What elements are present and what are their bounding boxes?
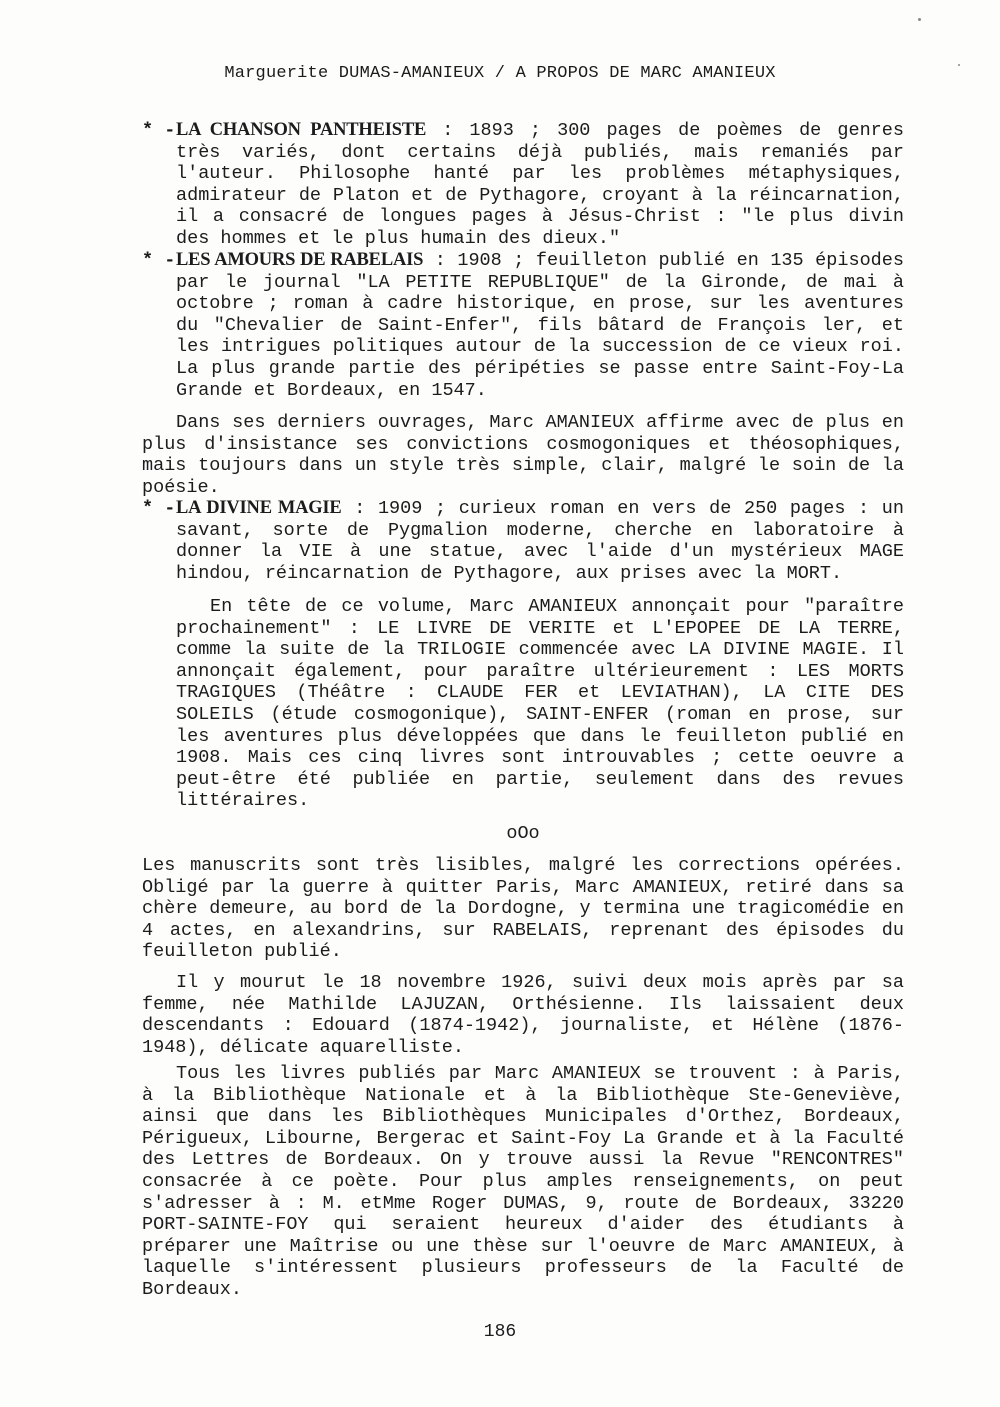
entry-title: LES AMOURS DE RABELAIS (176, 250, 424, 270)
entry-la-divine-magie (142, 498, 904, 584)
paragraph-derniers-ouvrages: Dans ses derniers ouvrages, Marc AMANIEUX affirme avec de plus en plus d'insistance ses convictions cosmogoniques et théosophiques, mais toujours dans un style très simple, clair, malgré le soin de la poésie. (142, 412, 904, 498)
entry-text: : 1893 ; 300 pages de poèmes de genres très variés, dont certains déjà publiés, mais remaniés par l'auteur. Philosophe hanté par les problèmes métaphysiques, admirateur de Platon et de Pythagore, croyant à la réincarnation, il a consacré de longues pages à Jésus-Christ : "le plus divin des hommes et le plus humain des dieux." (176, 120, 904, 249)
paragraph-block (142, 596, 904, 812)
paragraph-en-tete: En tête de ce volume, Marc AMANIEUX annonçait pour "paraître prochainement" : LE LIVRE DE VERITE et L'EPOPEE DE LA TERRE, comme la suite de la TRILOGIE commencée avec LA DIVINE MAGIE. Il annonçait également, pour paraître ultérieurement : LES MORTS TRAGIQUES (Théâtre : CLAUDE FER et LEVIATHAN), LA CITE DES SOLEILS (étude cosmogonique), SAINT-ENFER (roman en prose, sur les aventures plus développées que dans le feuilleton publié en 1908. Mais ces cinq livres sont introuvables ; cette oeuvre a peut-être été publiée en partie, seulement dans des revues littéraires. (176, 596, 904, 812)
page-number: 186 (483, 1322, 517, 1342)
running-header: Marguerite DUMAS-AMANIEUX / A PROPOS DE MARC AMANIEUX (224, 64, 776, 83)
entry-block (142, 498, 904, 584)
paragraph-mourut: Il y mourut le 18 novembre 1926, suivi deux mois après par sa femme, née Mathilde LAJUZAN, Orthésienne. Ils laissaient deux descendants : Edouard (1874-1942), journaliste, et Hélène (1876-1948), délicate aquarelliste. (142, 972, 904, 1058)
entry-bullet: * - (142, 120, 176, 141)
paper-speck (918, 18, 921, 21)
entry-text: : 1909 ; curieux roman en vers de 250 pages : un savant, sorte de Pygmalion moderne, cherche en laboratoire à donner la VIE à une statue, avec l'aide d'un mystérieux MAGE hindou, réincarnation de Pythagore, aux prises avec la MORT. (176, 498, 904, 584)
entry-bullet: * - (142, 498, 176, 519)
entry-title: LA CHANSON PANTHEISTE (176, 120, 427, 140)
entry-la-chanson-pantheiste (142, 120, 904, 250)
paragraph-block (142, 412, 904, 498)
section-separator: oOo (506, 823, 540, 844)
paragraph-livres: Tous les livres publiés par Marc AMANIEUX se trouvent : à Paris, à la Bibliothèque Nationale et à la Bibliothèque Ste-Geneviève, ainsi que dans les Bibliothèques Municipales d'Orthez, Bordeaux, Périgueux, Libourne, Bergerac et Saint-Foy La Grande et à la Faculté des Lettres de Bordeaux. On y trouve aussi la Revue "RENCONTRES" consacrée à ce poète. Pour plus amples renseignements, on peut s'adresser à : M. etMme Roger DUMAS, 9, route de Bordeaux, 33220 PORT-SAINTE-FOY qui seraient heureux d'aider des étudiants à préparer une Maîtrise ou une thèse sur l'oeuvre de Marc AMANIEUX, à laquelle s'intéressent plusieurs professeurs de la Faculté de Bordeaux. (142, 1063, 904, 1300)
paragraph-manuscrits: Les manuscrits sont très lisibles, malgré les corrections opérées. Obligé par la guerre à quitter Paris, Marc AMANIEUX, retiré dans sa chère demeure, au bord de la Dordogne, y termina une tragicomédie en 4 actes, en alexandrins, sur RABELAIS, reprenant des épisodes du feuilleton publié. (142, 855, 904, 963)
paragraph-block (142, 1063, 904, 1301)
entry-title: LA DIVINE MAGIE (176, 498, 342, 518)
paragraph-block (142, 972, 904, 1058)
entry-les-amours-de-rabelais (142, 250, 904, 401)
entry-block (142, 250, 904, 401)
entry-text: : 1908 ; feuilleton publié en 135 épisodes par le journal "LA PETITE REPUBLIQUE" de la Gironde, de mai à octobre ; roman à cadre historique, en prose, sur les aventures du "Chevalier de Saint-Enfer", fils bâtard de François ler, et les intrigues politiques autour de la succession de ce vieux roi. La plus grande partie des péripéties se passe entre Saint-Foy-La Grande et Bordeaux, en 1547. (176, 250, 904, 401)
entry-bullet: * - (142, 250, 176, 271)
paragraph-block (142, 855, 904, 963)
entry-block (142, 120, 904, 250)
